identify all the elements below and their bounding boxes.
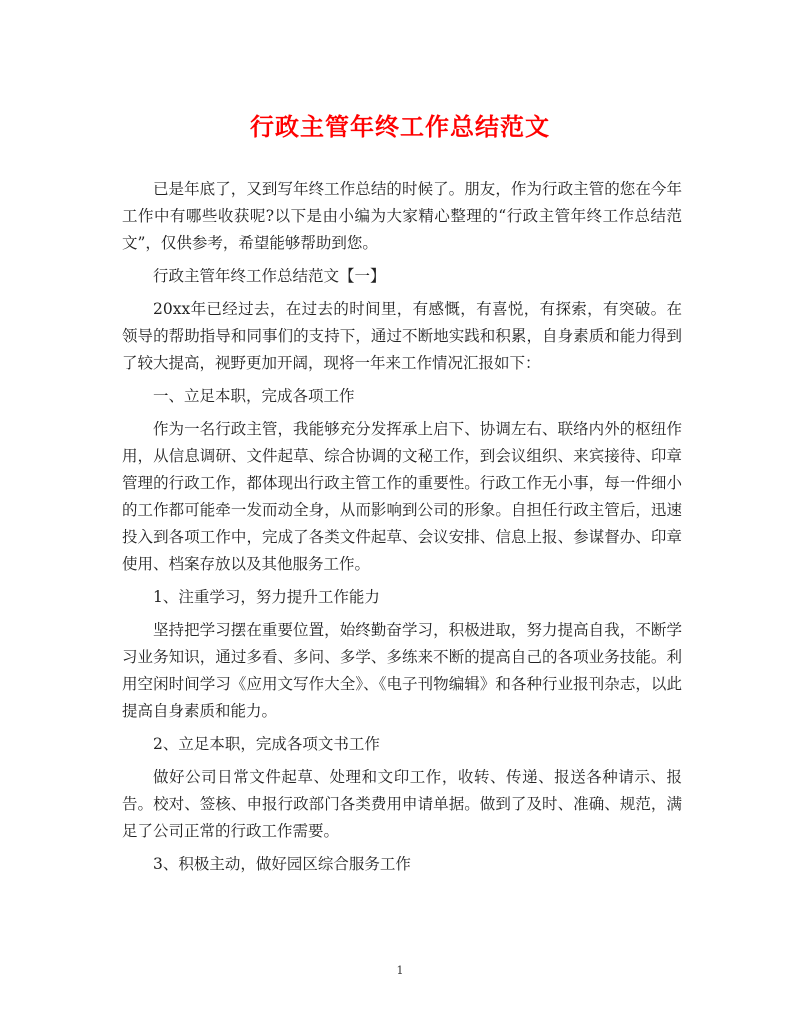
document-title: 行政主管年终工作总结范文: [250, 112, 550, 141]
section-heading: 行政主管年终工作总结范文【一】: [153, 267, 386, 285]
intro-paragraph: 已是年底了，又到写年终工作总结的时候了。朋友，作为行政主管的您在今年工作中有哪些收获呢?以下是由小编为大家精心整理的“行政主管年终工作总结范文”，仅供参考，希望能够帮助到您。: [122, 180, 682, 252]
subsection-heading: 1、注重学习，努力提升工作能力: [153, 588, 380, 606]
page-number: 1: [396, 964, 404, 977]
document-body: [122, 176, 682, 878]
subsection-heading: 2、立足本职，完成各项文书工作: [153, 735, 380, 753]
section-heading: 一、立足本职，完成各项工作: [153, 387, 355, 405]
body-paragraph: 做好公司日常文件起草、处理和文印工作，收转、传递、报送各种请示、报告。校对、签核、申报行政部门各类费用申请单据。做到了及时、准确、规范，满足了公司正常的行政工作需要。: [122, 768, 682, 840]
subsection-heading: 3、积极主动，做好园区综合服务工作: [153, 855, 411, 873]
body-paragraph: 坚持把学习摆在重要位置，始终勤奋学习，积极进取，努力提高自我，不断学习业务知识，通过多看、多问、多学、多练来不断的提高自己的各项业务技能。利用空闲时间学习《应用文写作大全》、《电子刊物编辑》和各种行业报刊杂志，以此提高自身素质和能力。: [122, 621, 682, 720]
body-paragraph: 作为一名行政主管，我能够充分发挥承上启下、协调左右、联络内外的枢纽作用，从信息调研、文件起草、综合协调的文秘工作，到会议组织、来宾接待、印章管理的行政工作，都体现出行政主管工作的重要性。行政工作无小事，每一件细小的工作都可能牵一发而动全身，从而影响到公司的形象。自担任行政主管后，迅速投入到各项工作中，完成了各类文件起草、会议安排、信息上报、参谋督办、印章使用、档案存放以及其他服务工作。: [122, 420, 682, 573]
body-paragraph: 20xx年已经过去，在过去的时间里，有感慨，有喜悦，有探索，有突破。在领导的帮助指导和同事们的支持下，通过不断地实践和积累，自身素质和能力得到了较大提高，视野更加开阔，现将一年来工作情况汇报如下：: [122, 300, 682, 372]
